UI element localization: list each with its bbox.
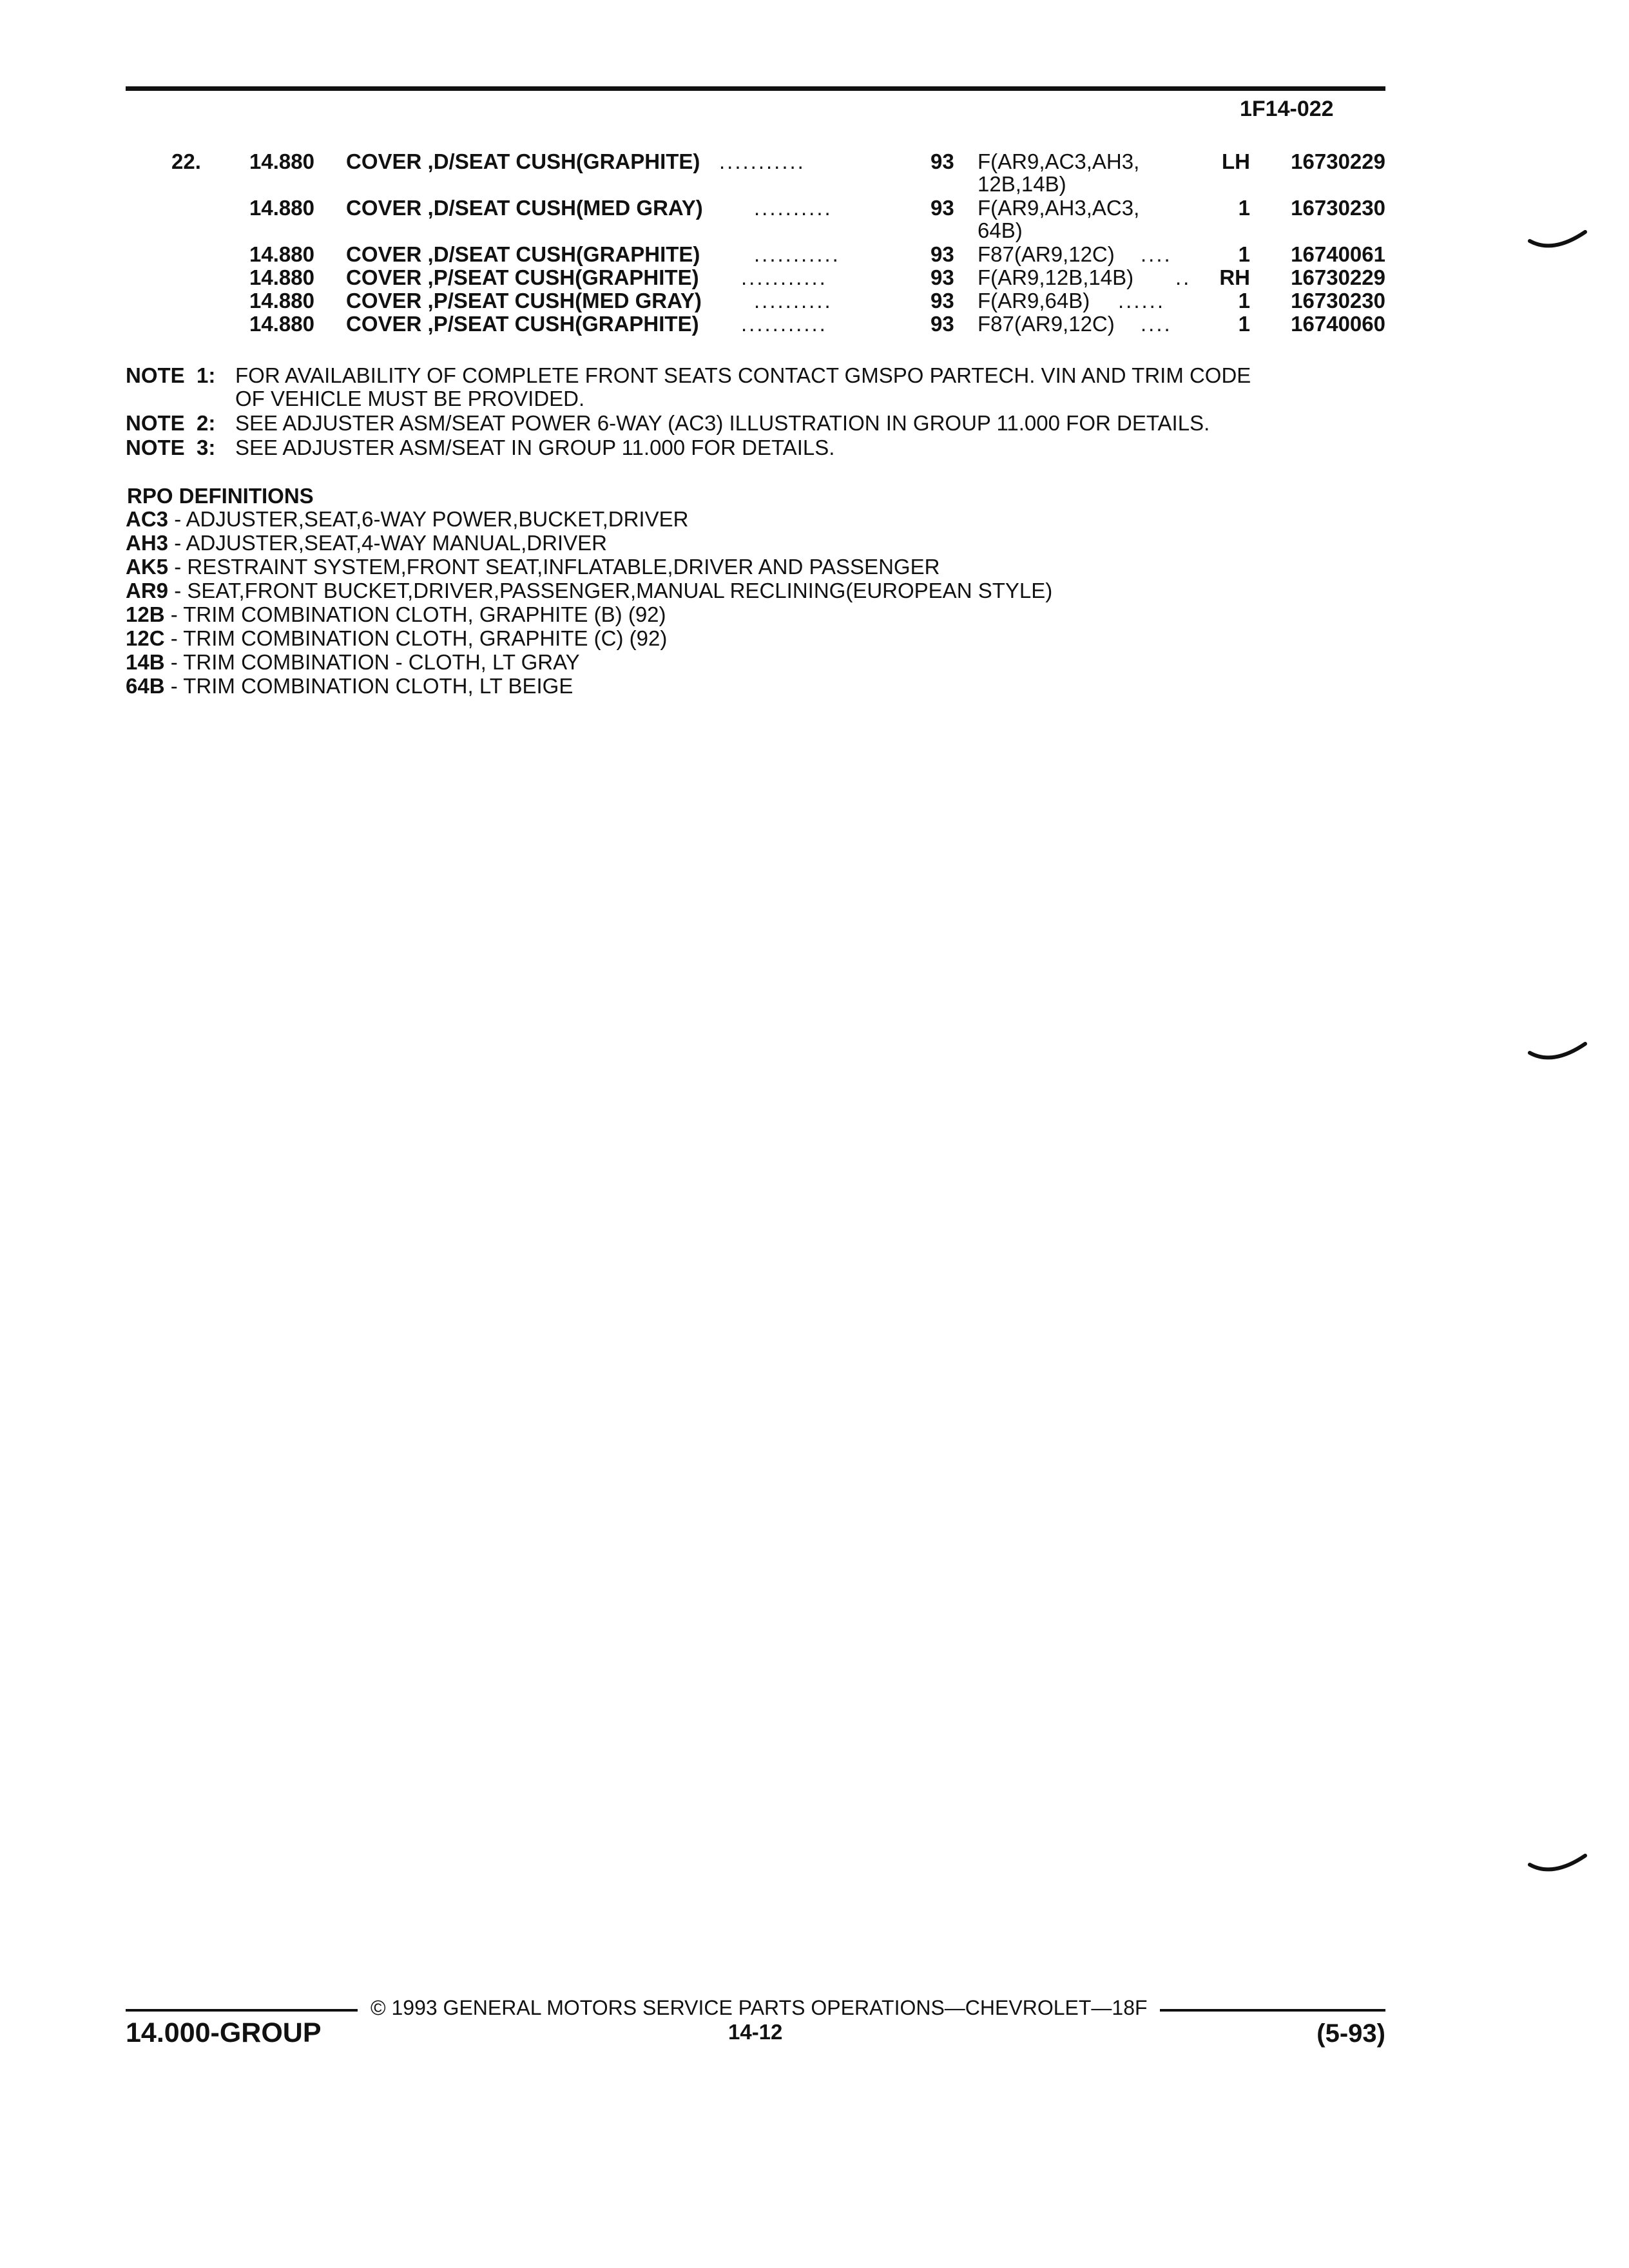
page-code: 1F14-022 (1240, 97, 1334, 121)
group-number: 14.880 (249, 312, 314, 336)
page-number: 14-12 (728, 2020, 783, 2044)
group-number: 14.880 (249, 289, 314, 312)
group-number: 14.880 (249, 265, 314, 289)
copyright: © 1993 GENERAL MOTORS SERVICE PARTS OPERATIONS—CHEVROLET—18F (371, 1996, 1148, 2019)
model-dot-leader: .... (1141, 242, 1172, 266)
dot-leader: ........... (741, 312, 827, 336)
part-description: COVER ,P/SEAT CUSH(MED GRAY) (346, 289, 702, 312)
quantity: LH (1222, 149, 1250, 173)
rpo-code: AK5 (126, 555, 169, 579)
rpo-text: - ADJUSTER,SEAT,4-WAY MANUAL,DRIVER (168, 531, 607, 555)
rpo-item (126, 675, 573, 698)
model-list-continued: 64B) (978, 218, 1023, 242)
quantity: 1 (1238, 312, 1250, 336)
part-description: COVER ,D/SEAT CUSH(GRAPHITE) (346, 242, 700, 266)
dot-leader: ........... (719, 149, 805, 173)
part-number: 16740060 (1291, 312, 1385, 336)
part-number: 16730229 (1291, 265, 1385, 289)
rpo-text: - ADJUSTER,SEAT,6-WAY POWER,BUCKET,DRIVER (168, 507, 689, 531)
rpo-item (126, 532, 607, 555)
model-list: F(AR9,AH3,AC3, (978, 196, 1140, 220)
rpo-text: - SEAT,FRONT BUCKET,DRIVER,PASSENGER,MANUAL RECLINING(EUROPEAN STYLE) (168, 579, 1053, 602)
rpo-code: 14B (126, 650, 165, 674)
rpo-code: 12B (126, 602, 165, 626)
rpo-title: RPO DEFINITIONS (127, 484, 314, 508)
group-number: 14.880 (249, 242, 314, 266)
rpo-text: - TRIM COMBINATION - CLOTH, LT GRAY (164, 650, 580, 674)
part-description: COVER ,P/SEAT CUSH(GRAPHITE) (346, 265, 699, 289)
model-year: 93 (930, 265, 954, 289)
part-description: COVER ,P/SEAT CUSH(GRAPHITE) (346, 312, 699, 336)
model-list: F(AR9,AC3,AH3, (978, 149, 1140, 173)
rpo-text: - TRIM COMBINATION CLOTH, GRAPHITE (B) (92) (164, 602, 666, 626)
model-dot-leader: ...... (1118, 289, 1166, 312)
rpo-text: - TRIM COMBINATION CLOTH, GRAPHITE (C) (92) (164, 626, 668, 650)
quantity: RH (1219, 265, 1250, 289)
note-label: NOTE 3: (126, 436, 216, 459)
rpo-code: AR9 (126, 579, 169, 602)
footer-rule-left (126, 2009, 358, 2012)
rpo-text: - RESTRAINT SYSTEM,FRONT SEAT,INFLATABLE,DRIVER AND PASSENGER (168, 555, 940, 579)
part-number: 16740061 (1291, 242, 1385, 266)
rpo-item (126, 603, 666, 626)
part-number: 16730230 (1291, 196, 1385, 220)
group-number: 14.880 (249, 196, 314, 220)
model-year: 93 (930, 289, 954, 312)
margin-mark-icon (1527, 1850, 1592, 1883)
model-year: 93 (930, 312, 954, 336)
model-dot-leader: .... (1141, 312, 1172, 336)
note-label: NOTE 2: (126, 411, 216, 435)
footer-rule-right (1160, 2009, 1385, 2012)
note-text: SEE ADJUSTER ASM/SEAT IN GROUP 11.000 FOR DETAILS. (235, 436, 835, 459)
part-description: COVER ,D/SEAT CUSH(MED GRAY) (346, 196, 703, 220)
dot-leader: ........... (754, 242, 840, 266)
note-text: SEE ADJUSTER ASM/SEAT POWER 6-WAY (AC3) ILLUSTRATION IN GROUP 11.000 FOR DETAILS. (235, 411, 1210, 435)
rpo-item (126, 555, 940, 579)
model-list: F(AR9,12B,14B) (978, 265, 1134, 289)
rpo-item (126, 579, 1052, 602)
model-list-continued: 12B,14B) (978, 172, 1066, 196)
quantity: 1 (1238, 242, 1250, 266)
header-rule (126, 86, 1385, 91)
item-number: 22. (171, 149, 201, 173)
dot-leader: .......... (754, 289, 833, 312)
part-number: 16730229 (1291, 149, 1385, 173)
model-list: F(AR9,64B) (978, 289, 1090, 312)
rpo-item (126, 627, 667, 650)
note-text-continued: OF VEHICLE MUST BE PROVIDED. (235, 387, 585, 410)
model-list: F87(AR9,12C) (978, 312, 1115, 336)
dot-leader: ........... (741, 265, 827, 289)
part-description: COVER ,D/SEAT CUSH(GRAPHITE) (346, 149, 700, 173)
rpo-code: 12C (126, 626, 165, 650)
part-number: 16730230 (1291, 289, 1385, 312)
margin-mark-icon (1527, 1039, 1592, 1071)
margin-mark-icon (1527, 227, 1592, 259)
model-year: 93 (930, 242, 954, 266)
quantity: 1 (1238, 289, 1250, 312)
model-dot-leader: .. (1175, 265, 1191, 289)
model-list: F87(AR9,12C) (978, 242, 1115, 266)
note-label: NOTE 1: (126, 363, 216, 387)
model-year: 93 (930, 149, 954, 173)
dot-leader: .......... (754, 196, 833, 220)
rpo-code: AC3 (126, 507, 169, 531)
revision-date: (5-93) (1316, 2019, 1385, 2048)
rpo-item (126, 508, 688, 531)
note-text: FOR AVAILABILITY OF COMPLETE FRONT SEATS CONTACT GMSPO PARTECH. VIN AND TRIM CODE (235, 363, 1251, 387)
rpo-code: 64B (126, 674, 165, 698)
rpo-item (126, 651, 580, 674)
quantity: 1 (1238, 196, 1250, 220)
group-number: 14.880 (249, 149, 314, 173)
rpo-code: AH3 (126, 531, 169, 555)
group-label: 14.000-GROUP (126, 2017, 322, 2048)
rpo-text: - TRIM COMBINATION CLOTH, LT BEIGE (164, 674, 574, 698)
model-year: 93 (930, 196, 954, 220)
